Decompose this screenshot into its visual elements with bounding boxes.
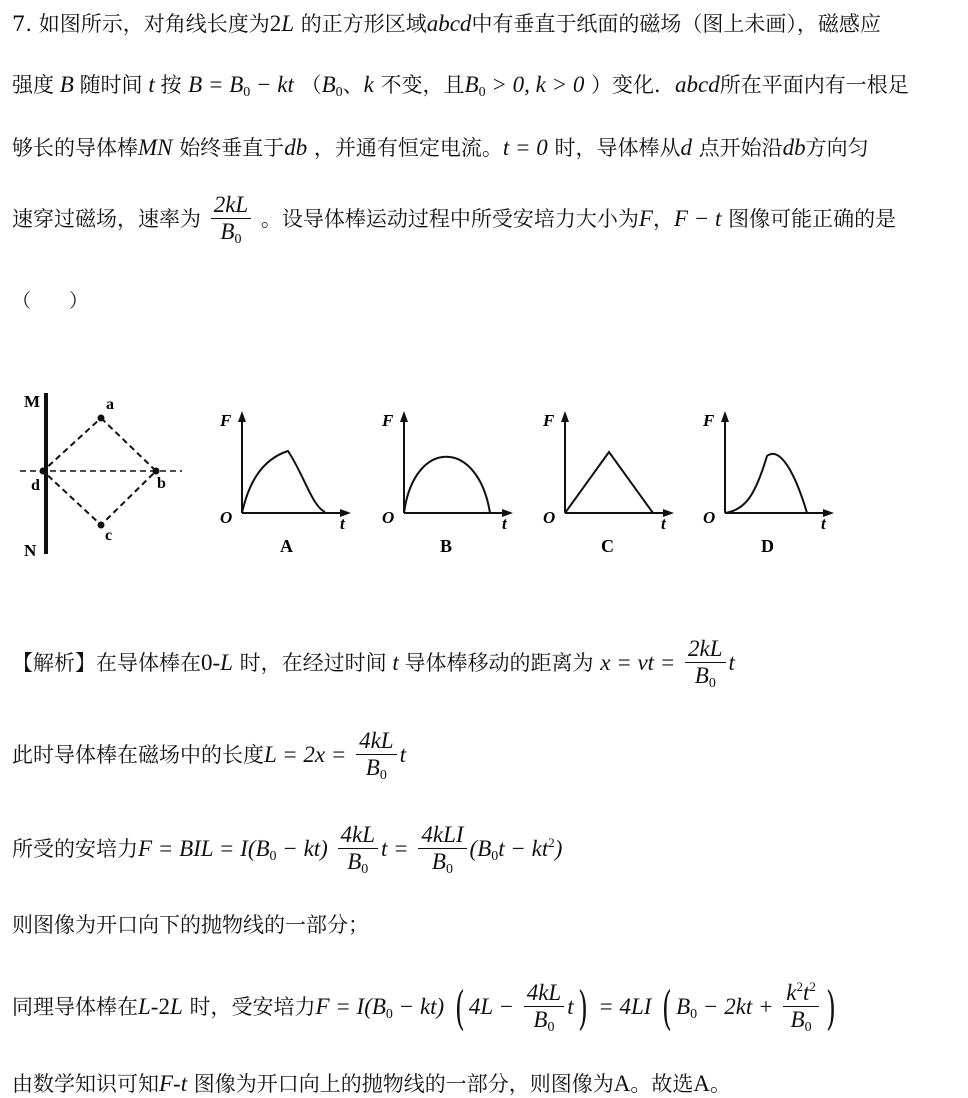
option-label-C: C	[601, 536, 614, 556]
label-M: M	[24, 392, 41, 411]
axis-F-D: F	[703, 411, 715, 430]
answer-parenthesis: （ ）	[12, 290, 89, 312]
question-line-3: 够长的导体棒MN 始终垂直于db ，并通有恒定电流。t = 0 时，导体棒从d 点开始沿db方向匀	[12, 135, 869, 160]
question-number: 7.	[12, 12, 33, 36]
solution-line-6: 由数学知识可知F-t 图像为开口向上的抛物线的一部分，则图像为A。故选A。	[12, 1071, 732, 1096]
axis-t-B: t	[502, 514, 507, 533]
solution-line-3: 所受的安培力F = BIL = $I(B_0 - kt)$ $\frac{4kL}{B_0}$ t = $\frac{\text{4kLI}}{B_0}$ $(B_0t - kt^2)$	[12, 822, 563, 878]
question-line-1: 7. 如图所示，对角线长度为2L 的正方形区域abcd中有垂直于纸面的磁场（图上未画），磁感应	[12, 11, 881, 36]
graph-option-A	[219, 411, 351, 556]
question-line-2: 强度 B 随时间 t 按 $B = B_0$ − kt （$B_0$、k 不变，且$B_0 > 0$, k > 0 ）变化．abcd所在平面内有一根足	[12, 72, 909, 100]
axis-t-A: t	[340, 514, 345, 533]
solution-tag: 【解析】	[12, 650, 96, 675]
graph-option-C	[542, 411, 674, 556]
option-label-B: B	[440, 536, 453, 556]
label-N: N	[24, 541, 37, 560]
question-figure	[0, 378, 968, 578]
origin-B: O	[382, 508, 395, 527]
solution-line-5: 同理导体棒在L-2L 时，受安培力$F = I(B_0 - kt)$ ( 4L − $\frac{4kL}{B_0}$ t) = 4LI ( $B_0 - 2kt$ + $\frac{k^2t^2}{B_0}$ )	[12, 979, 836, 1036]
question-line-4: 速穿过磁场，速率为 $\frac{2kL}{B_0}$ 。设导体棒运动过程中所受安培力大小为F，F − t 图像可能正确的是	[12, 192, 897, 248]
label-b: b	[157, 475, 166, 492]
axis-F-B: F	[382, 411, 394, 430]
option-label-A: A	[280, 536, 293, 556]
axis-t-D: t	[821, 514, 826, 533]
solution-line-1: 【解析】在导体棒在0-L 时，在经过时间 t 导体棒移动的距离为 x = vt = $\frac{2kL}{B_0}$ t	[12, 636, 735, 692]
origin-D: O	[703, 508, 716, 527]
solution-line-4: 则图像为开口向下的抛物线的一部分；	[12, 913, 369, 937]
label-a: a	[106, 396, 114, 413]
graph-option-D	[702, 411, 834, 556]
square-field-diagram	[20, 392, 182, 560]
option-label-D: D	[761, 536, 774, 556]
origin-A: O	[220, 508, 233, 527]
label-d: d	[31, 477, 40, 494]
origin-C: O	[543, 508, 556, 527]
axis-t-C: t	[661, 514, 666, 533]
solution-line-2: 此时导体棒在磁场中的长度L = 2x = $\frac{4kL}{B_0}$ t	[12, 728, 406, 784]
label-c: c	[105, 527, 113, 544]
speed-fraction: $\frac{2kL}{B_0}$	[211, 192, 252, 249]
graph-option-B	[381, 411, 513, 556]
axis-F-C: F	[543, 411, 555, 430]
axis-F-A: F	[220, 411, 232, 430]
